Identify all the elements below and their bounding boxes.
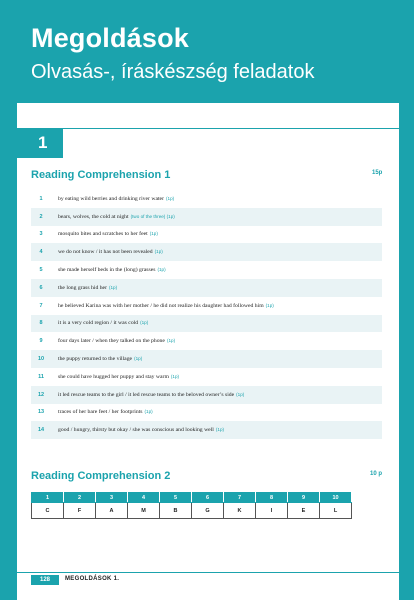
answer-points: (1p) (236, 391, 245, 397)
rc2-number-cell: 4 (128, 493, 160, 503)
answer-text-body: bears, wolves, the cold at night (58, 213, 129, 220)
answer-row (31, 261, 382, 279)
answer-text-body: he believed Karina was with her mother / he did not realize his daughter had followed him (58, 302, 264, 309)
rc2-number-cell: 10 (320, 493, 352, 503)
answer-number: 3 (39, 231, 43, 238)
rc2-answer-cell: G (192, 503, 224, 519)
rc2-answer-cell: F (64, 503, 96, 519)
answer-points: (1p) (170, 373, 180, 379)
header-banner (0, 0, 414, 103)
answer-text (51, 267, 166, 273)
answer-number: 2 (39, 213, 43, 220)
rc2-answer-table (31, 492, 352, 519)
answer-points: (1p) (165, 195, 175, 201)
answer-text-body: it is a very cold region / it was cold (58, 320, 139, 327)
answer-number: 8 (39, 320, 43, 327)
answer-number: 12 (37, 391, 45, 398)
rc1-answer-list (31, 190, 382, 439)
page-subtitle: Olvasás-, íráskészség feladatok (31, 61, 315, 83)
answer-points: (1p) (149, 231, 158, 237)
answer-number: 10 (37, 356, 45, 363)
rc2-number-cell: 5 (160, 493, 192, 503)
answer-points: (1p) (265, 302, 274, 308)
section-number-badge: 1 (17, 128, 63, 158)
answer-text (51, 196, 174, 202)
answer-text (51, 392, 244, 398)
answer-points: (1p) (157, 267, 166, 273)
rc2-title: Reading Comprehension 2 (31, 470, 171, 482)
answer-text-body: the long grass hid her (58, 284, 107, 291)
answer-text-body: four days later / when they talked on the phone (58, 338, 165, 345)
rc2-answer-row (32, 503, 352, 519)
footer-label: MEGOLDÁSOK 1. (65, 576, 120, 582)
answer-text (51, 427, 224, 433)
answer-text-body: the puppy returned to the village (58, 356, 133, 363)
left-margin-band (0, 103, 17, 600)
answer-text-body: by eating wild berries and drinking river water (58, 195, 164, 202)
answer-number: 13 (37, 409, 45, 416)
answer-text (51, 356, 142, 362)
answer-text-body: we do not know / it has not been revealed (58, 249, 153, 256)
answer-points: (1p) (166, 338, 176, 344)
rc2-answer-cell: K (224, 503, 256, 519)
answer-row (31, 226, 382, 244)
page-number: 128 (31, 575, 59, 585)
answer-number: 1 (39, 195, 43, 202)
answer-text (51, 374, 179, 380)
answer-number: 14 (37, 427, 45, 434)
answer-text-body: traces of her bare feet / her footprints (58, 409, 143, 416)
rc2-answer-cell: E (288, 503, 320, 519)
answer-points: (1p) (154, 249, 163, 255)
page-title: Megoldások (31, 23, 190, 53)
rc2-number-cell: 7 (224, 493, 256, 503)
answer-row (31, 208, 382, 226)
section-rule (63, 128, 399, 129)
answer-text-body: good / hungry, thirsty but okay / she was conscious and looking well (58, 427, 214, 434)
answer-text (51, 249, 163, 255)
rc2-number-cell: 9 (288, 493, 320, 503)
answer-text (51, 214, 175, 220)
answer-row (31, 297, 382, 315)
answer-text-body: she could have hugged her puppy and stay warm (58, 373, 169, 380)
rc2-number-cell: 3 (96, 493, 128, 503)
answer-points: (1p) (144, 409, 153, 415)
rc1-points: 15p (372, 170, 383, 176)
footer-rule (17, 572, 399, 573)
rc2-number-cell: 8 (256, 493, 288, 503)
answer-points: (1p) (215, 427, 225, 433)
answer-text (51, 320, 148, 326)
answer-number: 9 (39, 338, 43, 345)
answer-number: 4 (39, 249, 43, 256)
rc2-number-cell: 6 (192, 493, 224, 503)
answer-row (31, 368, 382, 386)
answer-text-body: it led rescue teams to the girl / it led rescue teams to the beloved owner’s side (58, 391, 235, 398)
answer-text (51, 285, 117, 291)
rc2-answer-cell: C (32, 503, 64, 519)
rc2-answer-cell: B (160, 503, 192, 519)
rc2-number-cell: 2 (64, 493, 96, 503)
rc1-title: Reading Comprehension 1 (31, 169, 171, 181)
answer-row (31, 315, 382, 333)
answer-text-body: mosquito bites and scratches to her feet (58, 231, 148, 238)
answer-points: (1p) (134, 356, 143, 362)
answer-row (31, 243, 382, 261)
answer-text-body: she made herself beds in the (long) grasses (58, 267, 156, 274)
answer-row (31, 279, 382, 297)
rc2-answer-cell: I (256, 503, 288, 519)
answer-text (51, 231, 158, 237)
rc2-answer-cell: M (128, 503, 160, 519)
answer-row (31, 332, 382, 350)
answer-points: (two of the three) (1p) (130, 213, 175, 219)
right-margin-band (399, 103, 414, 600)
answer-number: 5 (39, 267, 43, 274)
rc2-answer-cell: L (320, 503, 352, 519)
answer-text (51, 409, 153, 415)
answer-number: 6 (39, 284, 43, 291)
answer-number: 11 (38, 373, 44, 380)
answer-row (31, 421, 382, 439)
answer-text (51, 303, 274, 309)
answer-row (31, 190, 382, 208)
answer-points: (1p) (140, 320, 149, 326)
rc2-answer-cell: A (96, 503, 128, 519)
answer-number: 7 (39, 302, 43, 309)
rc2-points: 10 p (370, 471, 383, 477)
answer-row (31, 386, 382, 404)
rc2-number-cell: 1 (32, 493, 64, 503)
answer-points: (1p) (108, 284, 118, 290)
answer-text (51, 338, 175, 344)
answer-row (31, 350, 382, 368)
rc2-number-row (32, 493, 352, 503)
answer-row (31, 404, 382, 422)
